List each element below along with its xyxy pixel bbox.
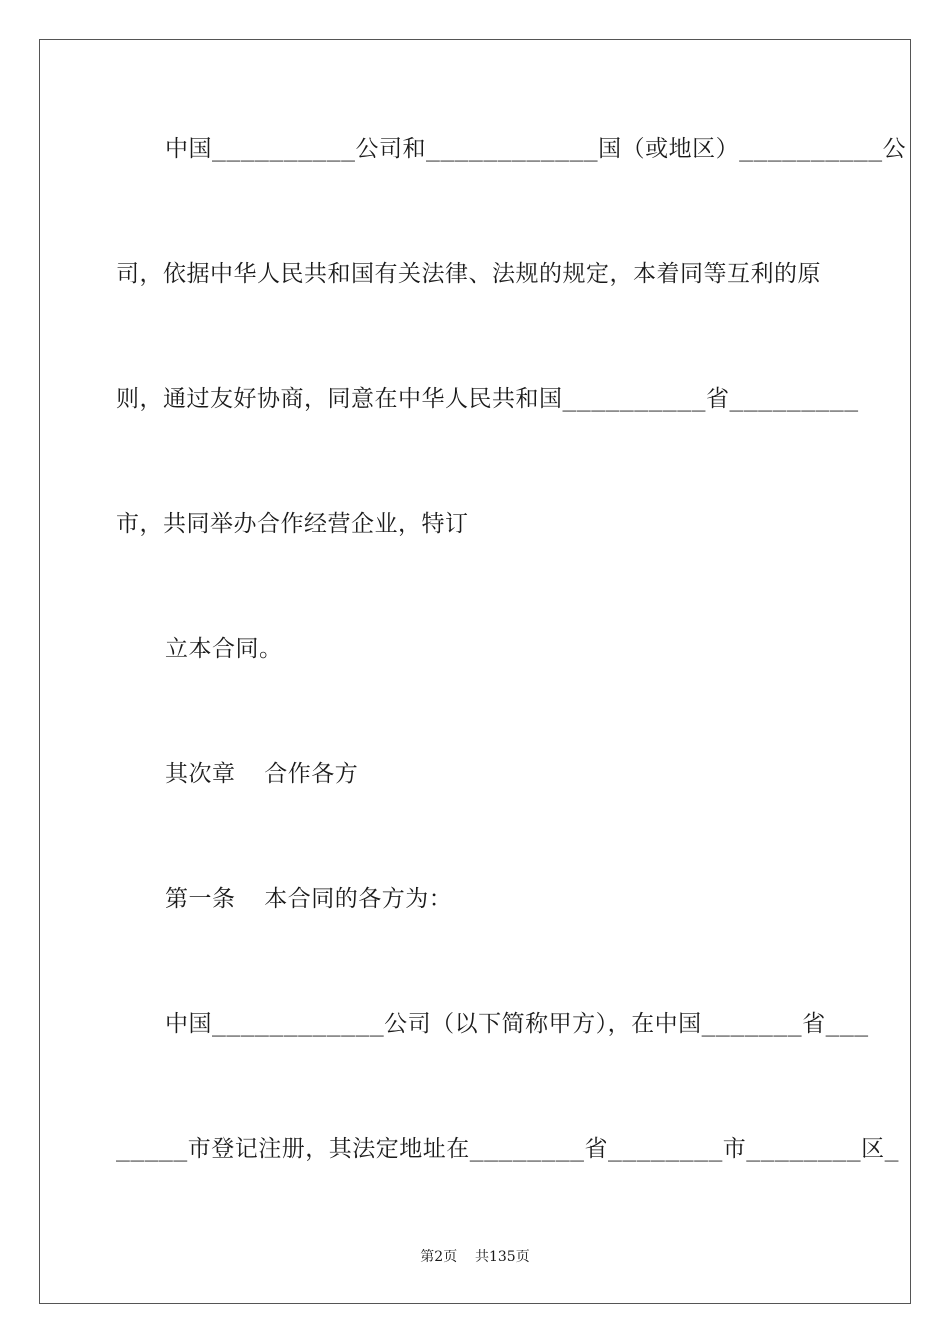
contract-preamble-line-4: 市，共同举办合作经营企业，特订 <box>116 511 469 537</box>
page-number-footer: 第2页 共135页 <box>420 1249 530 1265</box>
contract-preamble-line-3: 则，通过友好协商，同意在中华人民共和国__________省_________ <box>116 386 859 412</box>
page-border <box>39 39 911 1304</box>
party-a-line-2: _____市登记注册，其法定地址在________省________市________区_ <box>116 1136 899 1162</box>
chapter-heading: 其次章 合作各方 <box>165 761 359 787</box>
contract-preamble-line-1: 中国__________公司和____________国（或地区）__________公 <box>165 136 907 162</box>
contract-preamble-line-2: 司，依据中华人民共和国有关法律、法规的规定，本着同等互利的原 <box>116 261 821 287</box>
contract-preamble-line-5: 立本合同。 <box>165 636 283 662</box>
article-heading: 第一条 本合同的各方为： <box>165 886 453 912</box>
party-a-line-1: 中国____________公司（以下简称甲方），在中国_______省___ <box>165 1011 869 1037</box>
